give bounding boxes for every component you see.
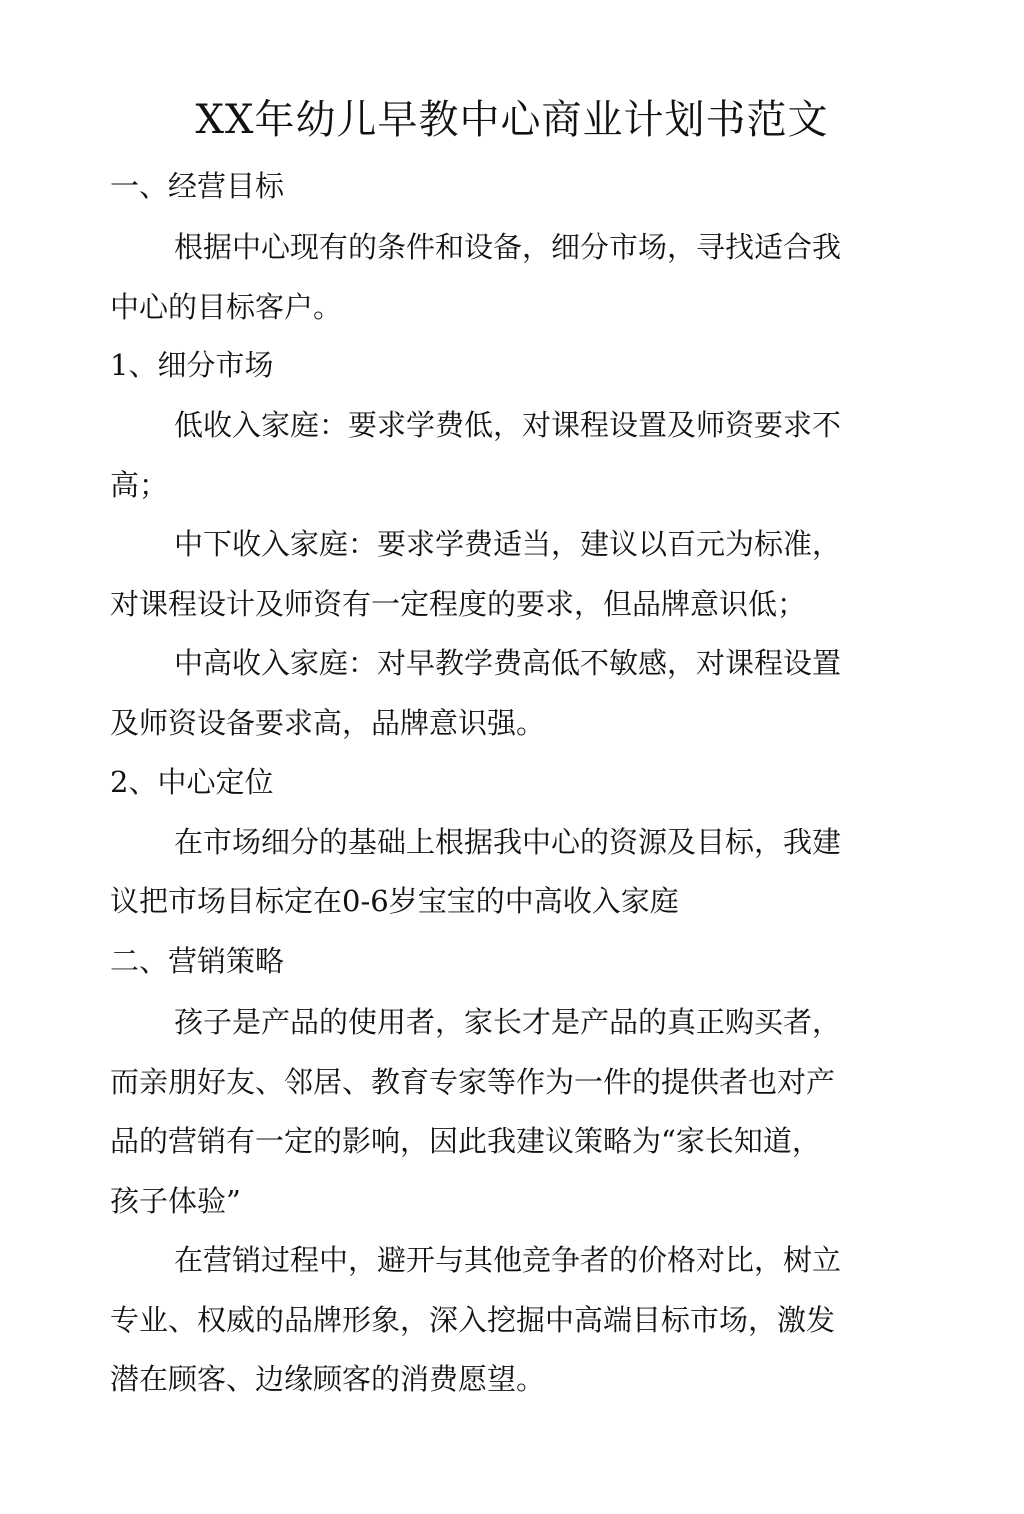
paragraph-line: 议把市场目标定在0-6岁宝宝的中高收入家庭 <box>110 884 679 918</box>
document-title: XX年幼儿早教中心商业计划书范文 <box>195 97 829 143</box>
paragraph-line: 根据中心现有的条件和设备，细分市场，寻找适合我 <box>174 230 842 264</box>
paragraph-line: 中心的目标客户。 <box>110 290 343 324</box>
paragraph-line: 低收入家庭：要求学费低，对课程设置及师资要求不 <box>174 408 842 442</box>
paragraph-line: 孩子是产品的使用者，家长才是产品的真正购买者， <box>174 1005 842 1039</box>
paragraph-line: 在营销过程中，避开与其他竞争者的价格对比，树立 <box>174 1243 842 1277</box>
paragraph-line: 而亲朋好友、邻居、教育专家等作为一件的提供者也对产 <box>110 1065 836 1099</box>
section-heading: 二、营销策略 <box>110 944 285 978</box>
paragraph-line: 在市场细分的基础上根据我中心的资源及目标，我建 <box>174 825 842 859</box>
paragraph-line: 中下收入家庭：要求学费适当，建议以百元为标准， <box>174 527 842 561</box>
subsection-heading: 2、中心定位 <box>110 765 274 799</box>
paragraph-line: 及师资设备要求高，品牌意识强。 <box>110 706 546 740</box>
section-heading: 一、经营目标 <box>110 169 285 203</box>
paragraph-line: 对课程设计及师资有一定程度的要求，但品牌意识低； <box>110 587 807 621</box>
paragraph-line: 潜在顾客、边缘顾客的消费愿望。 <box>110 1362 546 1396</box>
paragraph-line: 高； <box>110 468 169 502</box>
paragraph-line: 品的营销有一定的影响，因此我建议策略为“家长知道， <box>110 1124 821 1158</box>
subsection-heading: 1、细分市场 <box>110 348 274 382</box>
paragraph-line: 专业、权威的品牌形象，深入挖掘中高端目标市场，激发 <box>110 1303 836 1337</box>
paragraph-line: 孩子体验” <box>110 1184 241 1218</box>
paragraph-line: 中高收入家庭：对早教学费高低不敏感，对课程设置 <box>174 646 842 680</box>
